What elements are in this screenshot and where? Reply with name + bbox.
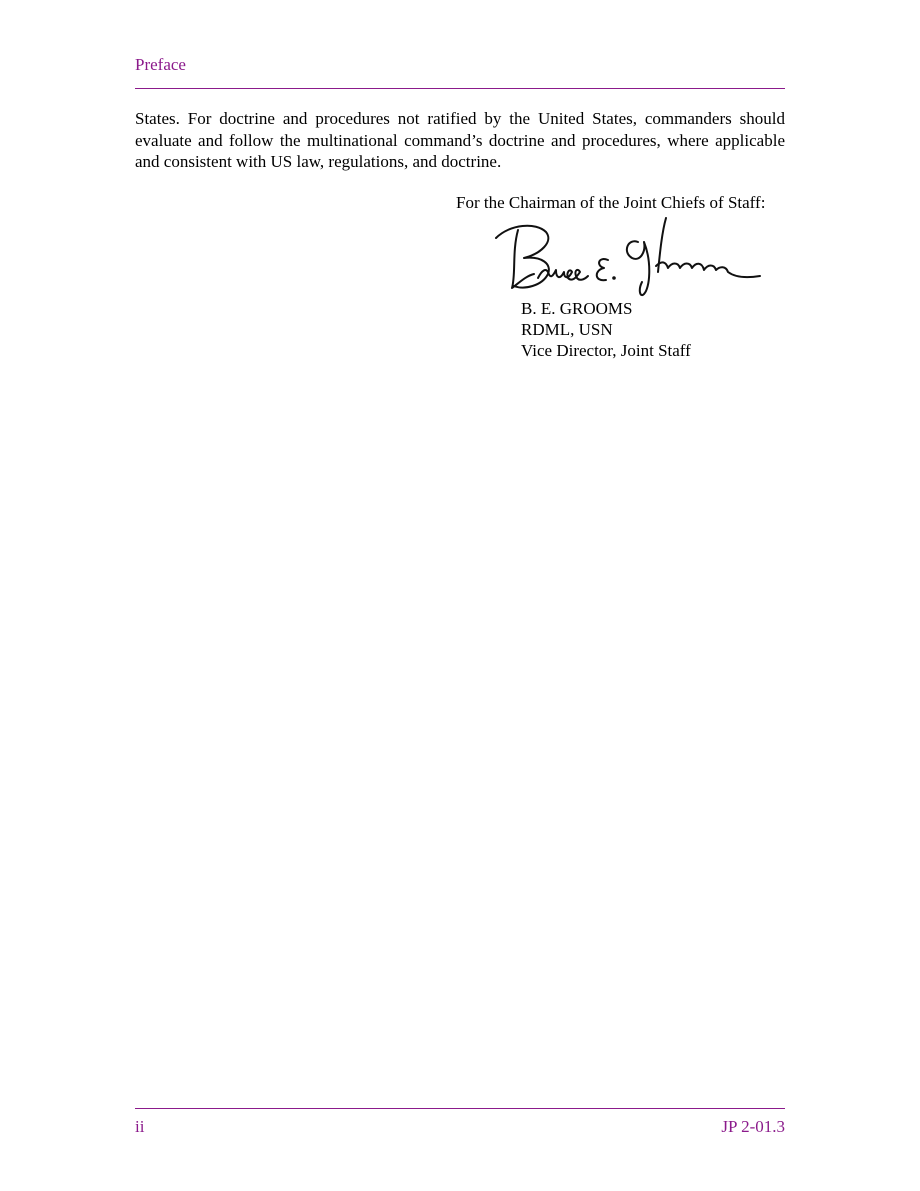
signer-rank: RDML, USN bbox=[521, 320, 613, 339]
header-rule bbox=[135, 88, 785, 89]
signer-position: Vice Director, Joint Staff bbox=[521, 341, 691, 360]
signature-closing: For the Chairman of the Joint Chiefs of Staff: bbox=[456, 193, 766, 212]
footer-rule bbox=[135, 1108, 785, 1109]
signer-details bbox=[521, 298, 691, 361]
footer-publication-id: JP 2-01.3 bbox=[721, 1117, 785, 1136]
signer-name: B. E. GROOMS bbox=[521, 299, 633, 318]
footer-page-number: ii bbox=[135, 1117, 145, 1136]
running-header-title: Preface bbox=[135, 55, 186, 74]
handwritten-signature bbox=[490, 212, 770, 300]
body-paragraph: States. For doctrine and procedures not ratified by the United States, commanders should evaluate and follow the multinational command’s doctrine and procedures, where applicable and consistent with US law, regulations, and doctrine. bbox=[135, 109, 785, 171]
